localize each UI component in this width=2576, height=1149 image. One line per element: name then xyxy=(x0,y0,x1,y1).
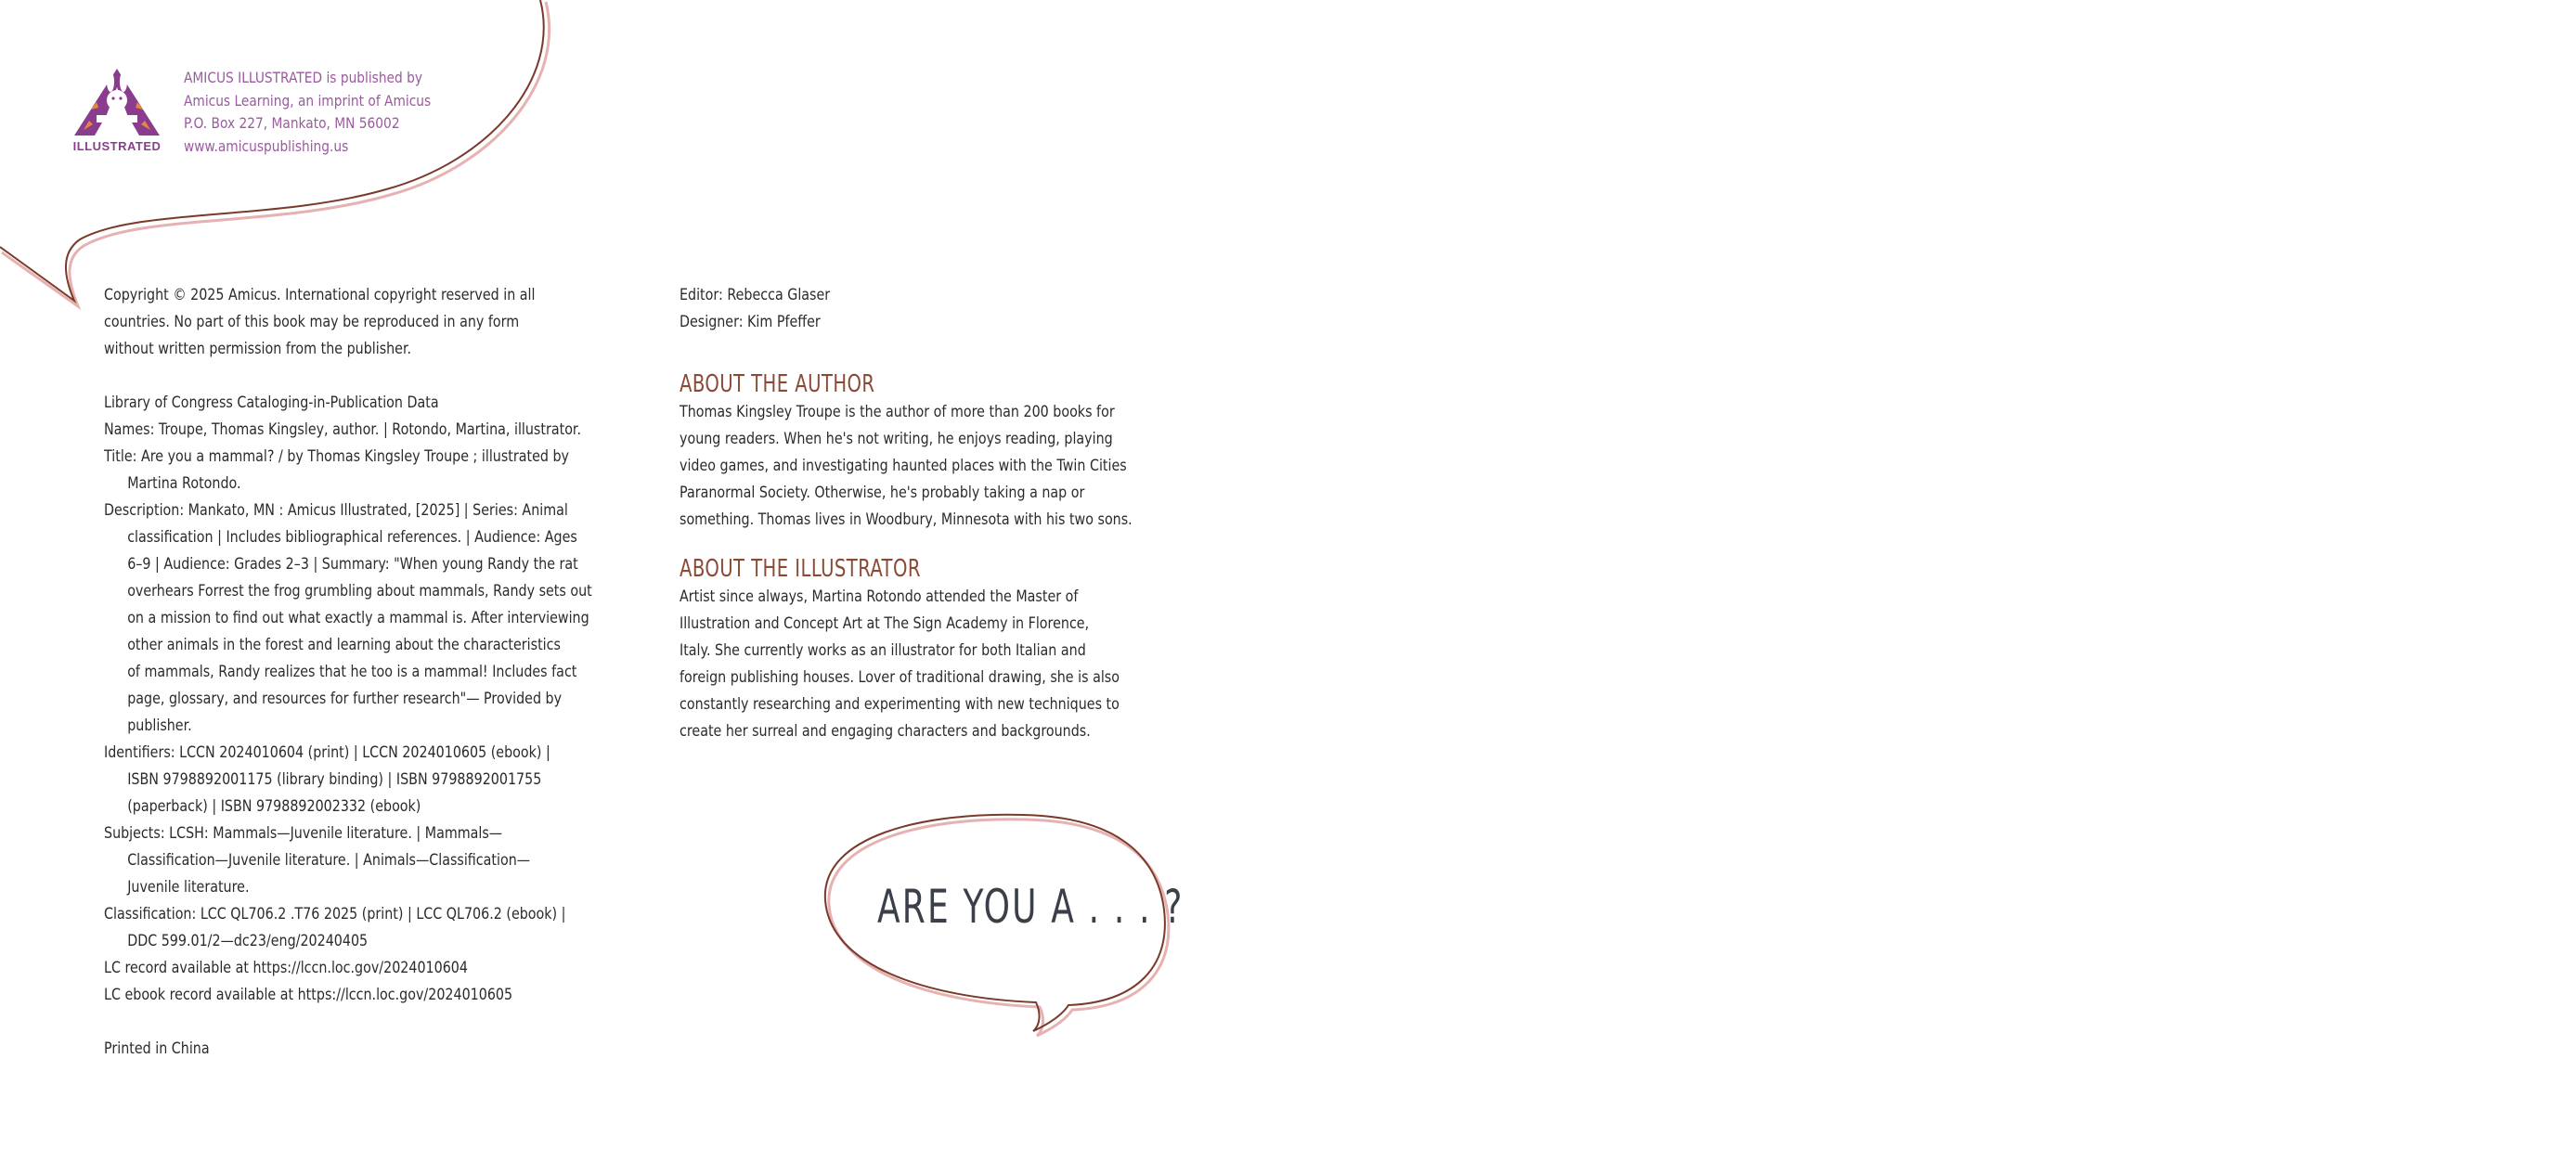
lc-ebook-record: LC ebook record available at https://lccn.loc.gov/2024010605 xyxy=(104,986,513,1004)
lc-record: LC record available at https://lccn.loc.gov/2024010604 xyxy=(104,959,468,977)
cip-description: Description: Mankato, MN : Amicus Illustrated, [2025] | Series: Animal xyxy=(104,501,568,520)
author-bio-line: video games, and investigating haunted places with the Twin Cities xyxy=(680,457,1127,475)
cip-identifiers: (paperback) | ISBN 9798892002332 (ebook) xyxy=(127,797,421,816)
author-bio-line: Paranormal Society. Otherwise, he's probably taking a nap or xyxy=(680,484,1085,502)
cip-classification: Classification: LCC QL706.2 .T76 2025 (print) | LCC QL706.2 (ebook) | xyxy=(104,905,566,923)
logo-caption: ILLUSTRATED xyxy=(72,139,162,153)
author-bio-line: Thomas Kingsley Troupe is the author of more than 200 books for xyxy=(680,403,1115,421)
cip-description: classification | Includes bibliographical references. | Audience: Ages xyxy=(127,528,577,547)
publisher-info xyxy=(184,67,431,158)
author-bio-line: young readers. When he's not writing, he enjoys reading, playing xyxy=(680,430,1113,448)
cip-description: 6–9 | Audience: Grades 2–3 | Summary: "When young Randy the rat xyxy=(127,555,578,574)
cip-description: other animals in the forest and learning about the characteristics xyxy=(127,636,561,654)
printed-in: Printed in China xyxy=(104,1039,210,1058)
cip-title: Library of Congress Cataloging-in-Publication Data xyxy=(104,394,439,412)
cip-subjects: Juvenile literature. xyxy=(127,878,250,897)
cip-identifiers: Identifiers: LCCN 2024010604 (print) | LCCN 2024010605 (ebook) | xyxy=(104,743,550,762)
about-illustrator-heading: ABOUT THE ILLUSTRATOR xyxy=(680,555,921,583)
illustrator-bio-line: create her surreal and engaging characters and backgrounds. xyxy=(680,722,1091,741)
publisher-line: P.O. Box 227, Mankato, MN 56002 xyxy=(184,114,400,132)
credits-column xyxy=(680,282,1133,745)
copyright-notice: countries. No part of this book may be reproduced in any form xyxy=(104,313,520,331)
cip-title-line: Martina Rotondo. xyxy=(127,474,241,493)
cip-identifiers: ISBN 9798892001175 (library binding) | ISBN 9798892001755 xyxy=(127,770,542,789)
illustrator-bio-line: Illustration and Concept Art at The Sign Academy in Florence, xyxy=(680,614,1090,633)
designer-credit: Designer: Kim Pfeffer xyxy=(680,313,821,331)
amicus-illustrated-logo xyxy=(65,65,169,158)
cip-description: publisher. xyxy=(127,717,192,735)
illustrator-bio-line: constantly researching and experimenting with new techniques to xyxy=(680,695,1120,714)
illustrator-bio-line: foreign publishing houses. Lover of traditional drawing, she is also xyxy=(680,668,1120,687)
cip-classification: DDC 599.01/2—dc23/eng/20240405 xyxy=(127,932,369,950)
illustrator-bio-line: Artist since always, Martina Rotondo attended the Master of xyxy=(680,587,1079,606)
cip-names: Names: Troupe, Thomas Kingsley, author. | Rotondo, Martina, illustrator. xyxy=(104,420,582,439)
cip-description: on a mission to find out what exactly a mammal is. After interviewing xyxy=(127,609,589,627)
copyright-column xyxy=(104,282,592,1063)
editor-credit: Editor: Rebecca Glaser xyxy=(680,286,831,304)
publisher-line: Amicus Learning, an imprint of Amicus xyxy=(184,91,432,110)
speech-bubble-text: ARE YOU A . . . ? xyxy=(877,880,1184,934)
author-bio-line: something. Thomas lives in Woodbury, Minnesota with his two sons. xyxy=(680,510,1133,529)
illustrator-bio-line: Italy. She currently works as an illustrator for both Italian and xyxy=(680,641,1086,660)
about-author-heading: ABOUT THE AUTHOR xyxy=(680,370,875,398)
cip-subjects: Classification—Juvenile literature. | Animals—Classification— xyxy=(127,851,531,870)
cip-description: of mammals, Randy realizes that he too is a mammal! Includes fact xyxy=(127,663,577,681)
cip-title-line: Title: Are you a mammal? / by Thomas Kingsley Troupe ; illustrated by xyxy=(104,447,570,466)
cip-subjects: Subjects: LCSH: Mammals—Juvenile literature. | Mammals— xyxy=(104,824,503,843)
cip-description: page, glossary, and resources for further research"— Provided by xyxy=(127,690,563,708)
publisher-website: www.amicuspublishing.us xyxy=(184,136,349,155)
rabbit-a-logo-icon xyxy=(65,65,169,139)
publisher-line: AMICUS ILLUSTRATED is published by xyxy=(184,69,423,86)
copyright-notice: Copyright © 2025 Amicus. International copyright reserved in all xyxy=(104,286,536,304)
cip-description: overhears Forrest the frog grumbling about mammals, Randy sets out xyxy=(127,582,592,600)
copyright-notice: without written permission from the publisher. xyxy=(104,340,412,358)
